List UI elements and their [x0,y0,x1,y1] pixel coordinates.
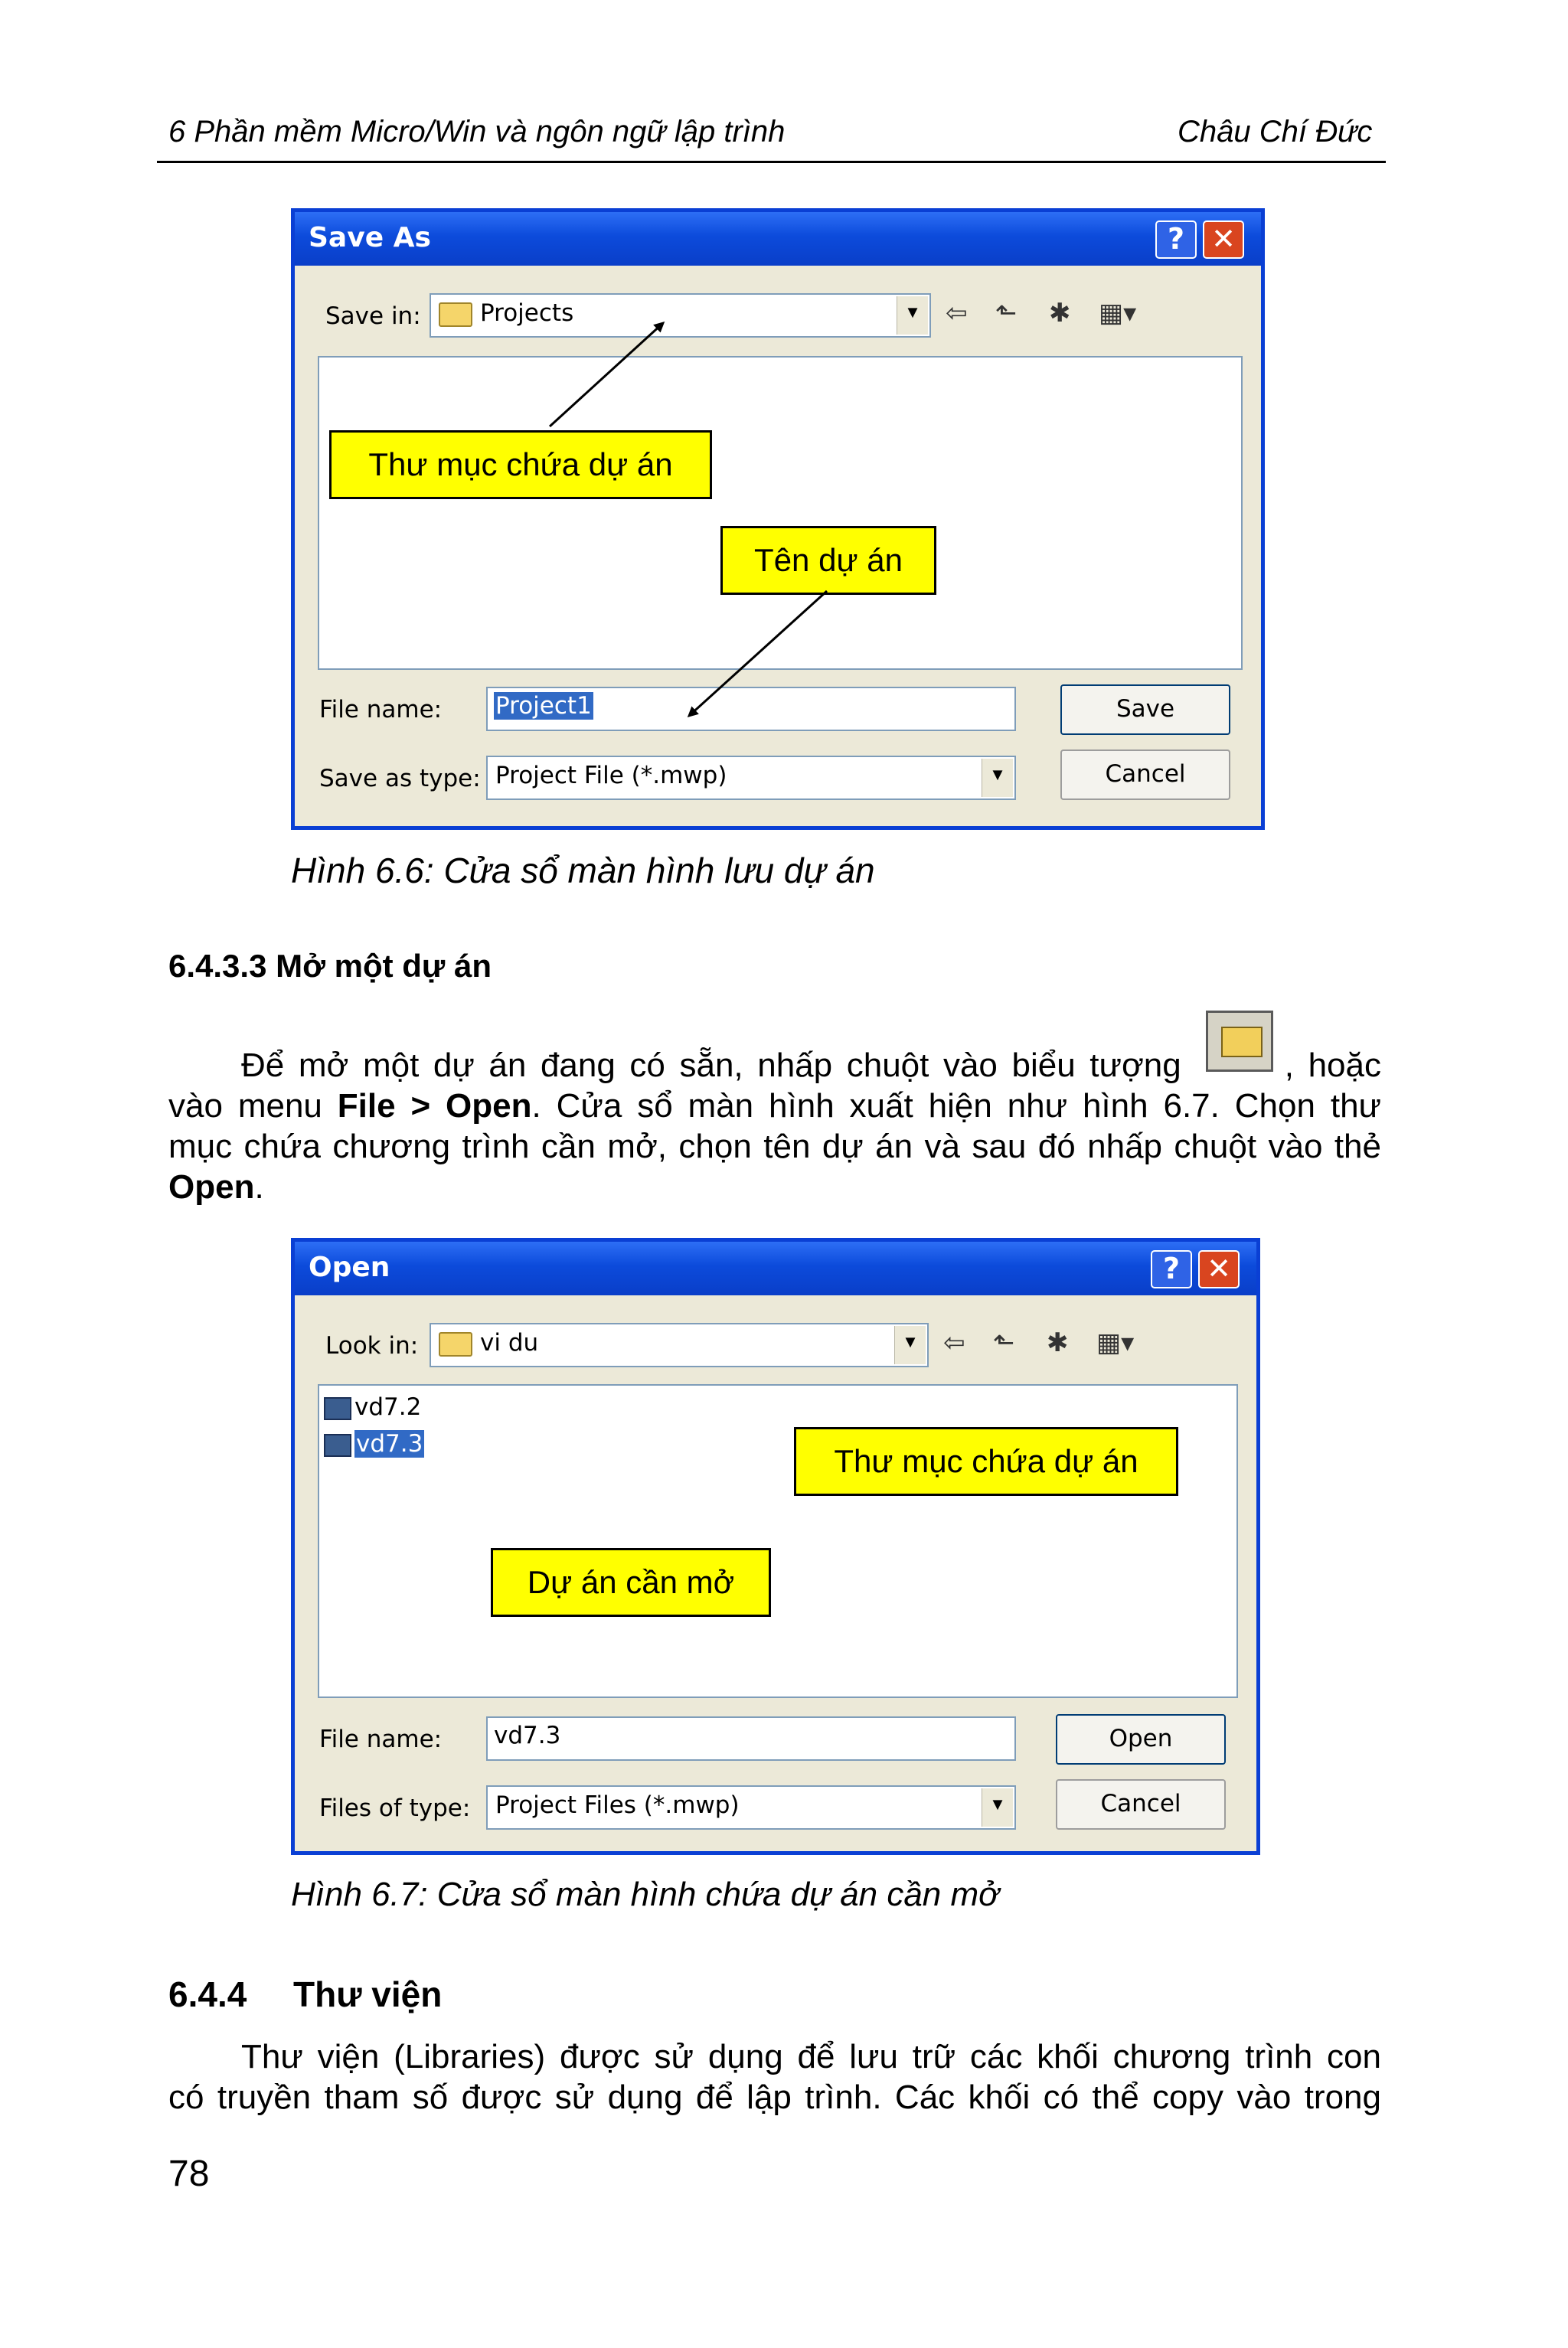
open-dialog [291,1238,1260,1855]
section-number-644: 6.4.4 [168,1974,247,2014]
para-line: , hoặc [1284,1047,1381,1084]
new-folder-icon[interactable]: ✱ [1049,298,1071,328]
save-in-value: Projects [480,299,574,327]
save-as-type-label: Save as type: [319,765,481,792]
figure-caption-6-7: Hình 6.7: Cửa sổ màn hình chứa dự án cần mở [291,1876,999,1913]
help-button[interactable]: ? [1155,220,1197,259]
look-in-label: Look in: [325,1332,419,1360]
paragraph-open-project [168,1045,1381,1207]
file-name-value: Project1 [495,692,592,720]
callout-project-name: Tên dự án [720,526,936,595]
close-button[interactable]: ✕ [1198,1250,1240,1288]
open-titlebar [295,1242,1256,1295]
paragraph-libraries [168,2036,1381,2118]
files-of-type-label: Files of type: [319,1794,471,1822]
para-line: . Cửa sổ màn hình xuất hiện như hình 6.7. Chọn thư [531,1087,1381,1125]
list-item[interactable] [324,1393,421,1421]
look-in-combo[interactable] [430,1323,929,1367]
file-name-field[interactable] [486,1716,1016,1761]
project-file-icon [324,1397,351,1420]
running-header-left: 6 Phần mềm Micro/Win và ngôn ngữ lập trình [168,115,786,149]
para-line: mục chứa chương trình cần mở, chọn tên dự án và sau đó nhấp chuột vào thẻ [168,1128,1381,1165]
open-project-icon [1206,1011,1273,1072]
dropdown-arrow-icon[interactable]: ▼ [982,759,1013,797]
up-folder-icon[interactable]: ⬑ [993,1327,1015,1358]
file-name-label: File name: [319,696,443,723]
section-title-644: Thư viện [293,1974,443,2014]
arrow-to-save-in [550,323,663,426]
dialog-title: Save As [309,222,431,253]
para-line: có truyền tham số được sử dụng để lập trình. Các khối có thể copy vào trong [168,2079,1381,2116]
folder-icon [439,1332,472,1357]
file-name: vd7.3 [356,1430,423,1458]
save-button[interactable]: Save [1060,684,1230,735]
dropdown-arrow-icon[interactable]: ▼ [982,1788,1013,1827]
cancel-button[interactable]: Cancel [1056,1779,1226,1830]
callout-project-folder: Thư mục chứa dự án [794,1427,1178,1496]
para-line: Thư viện (Libraries) được sử dụng để lưu trữ các khối chương trình con [241,2038,1381,2075]
project-file-icon [324,1434,351,1457]
arrow-to-file-name [689,591,827,716]
file-name-value: vd7.3 [494,1722,561,1749]
para-line: vào menu [168,1087,338,1125]
running-header-right: Châu Chí Đức [1178,115,1373,149]
help-button[interactable]: ? [1151,1250,1192,1288]
back-icon[interactable]: ⇦ [946,298,968,328]
menu-path: File > Open [337,1087,532,1125]
figure-caption-6-6: Hình 6.6: Cửa sổ màn hình lưu dự án [291,851,875,890]
open-button[interactable]: Open [1056,1714,1226,1765]
files-of-type-combo[interactable] [486,1785,1016,1830]
cancel-button[interactable]: Cancel [1060,749,1230,800]
file-name: vd7.2 [354,1393,422,1421]
para-line: . [254,1168,264,1206]
look-in-value: vi du [480,1329,539,1357]
dropdown-arrow-icon[interactable]: ▼ [894,1326,926,1364]
view-menu-icon[interactable]: ▦▾ [1096,1327,1135,1358]
dropdown-arrow-icon[interactable]: ▼ [897,296,928,335]
save-as-type-value: Project File (*.mwp) [495,762,727,789]
dialog-title: Open [309,1252,390,1283]
back-icon[interactable]: ⇦ [943,1327,965,1358]
open-word: Open [168,1168,255,1206]
callout-project-folder: Thư mục chứa dự án [329,430,712,499]
up-folder-icon[interactable]: ⬑ [995,298,1018,328]
files-of-type-value: Project Files (*.mwp) [495,1791,740,1819]
save-in-label: Save in: [325,302,421,330]
para-line: Để mở một dự án đang có sẵn, nhấp chuột vào biểu tượng [241,1047,1181,1084]
page-number: 78 [168,2154,210,2194]
file-name-label: File name: [319,1726,443,1753]
close-button[interactable]: ✕ [1203,220,1244,259]
callout-project-to-open: Dự án cần mở [491,1548,771,1617]
list-item[interactable] [324,1430,424,1458]
section-heading-6433: 6.4.3.3 Mở một dự án [168,948,492,984]
view-menu-icon[interactable]: ▦▾ [1099,298,1137,328]
new-folder-icon[interactable]: ✱ [1047,1327,1069,1358]
